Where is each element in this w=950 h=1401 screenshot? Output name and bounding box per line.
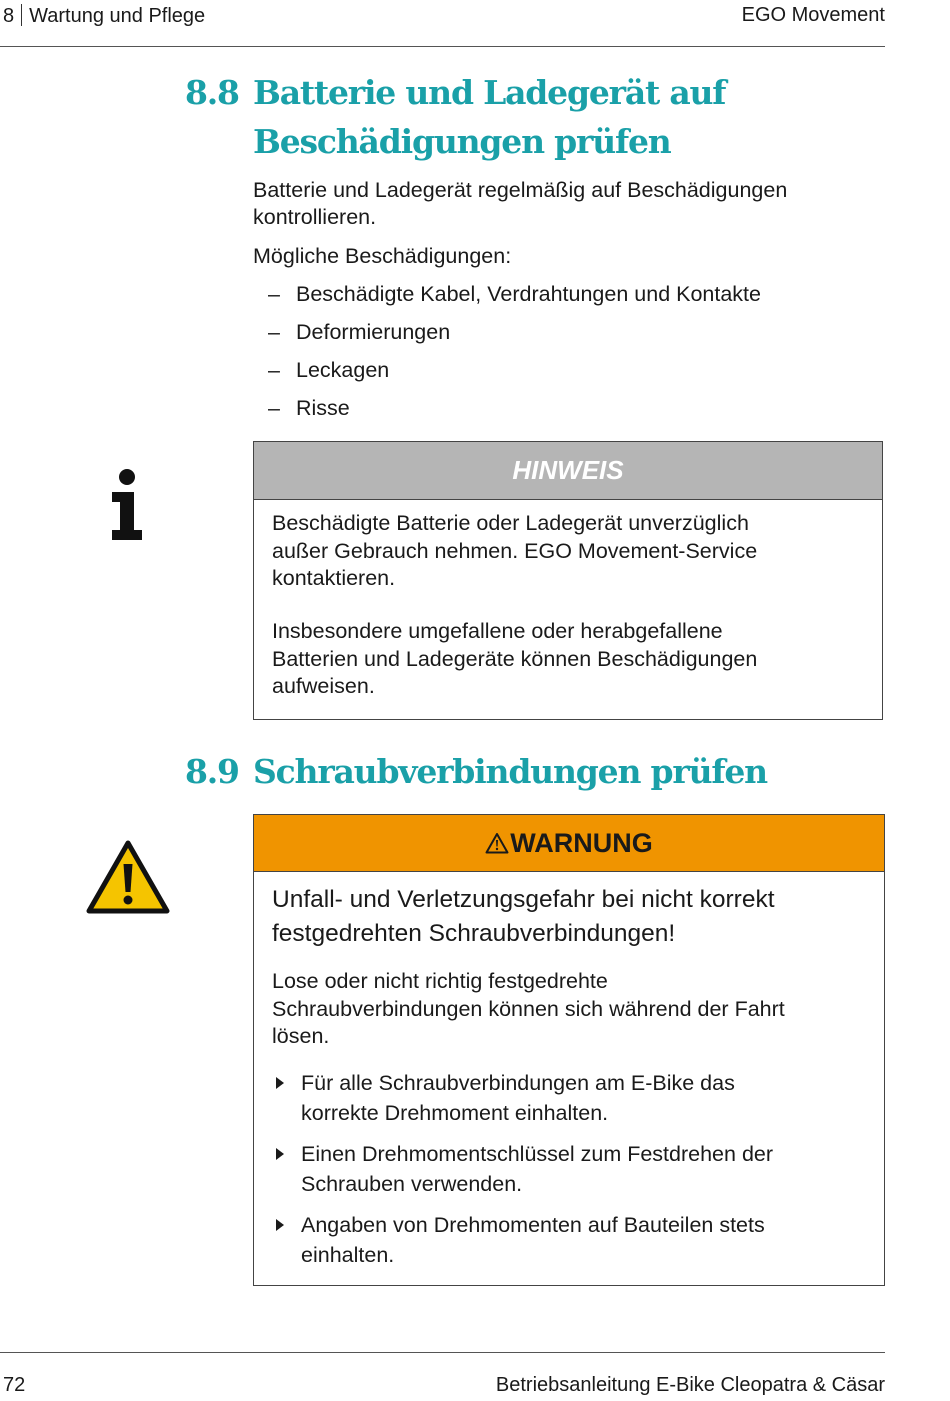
- warning-header: [254, 815, 884, 872]
- section-88-intro: [253, 177, 787, 231]
- notice-p2-line2: Batterien und Ladegeräte können Beschädigungen: [272, 646, 758, 671]
- notice-p2-line3: aufweisen.: [272, 674, 375, 698]
- document-title: Betriebsanleitung E-Bike Cleopatra & Cäsar: [495, 1374, 885, 1396]
- step-text: [301, 1139, 871, 1199]
- page-number: 72: [3, 1374, 26, 1396]
- list-item-text: Beschädigte Kabel, Verdrahtungen und Kontakte: [296, 282, 761, 306]
- step-arrow-icon: [276, 1077, 284, 1089]
- notice-label: HINWEIS: [254, 442, 882, 500]
- warning-title-line2: festgedrehten Schraubverbindungen!: [272, 920, 676, 947]
- notice-paragraph-2: [272, 618, 862, 701]
- header-separator: [21, 4, 22, 26]
- list-item: [268, 281, 761, 308]
- warning-triangle-icon: [86, 840, 170, 914]
- step-arrow-icon: [276, 1219, 284, 1231]
- warning-p-line1: Lose oder nicht richtig festgedrehte: [272, 969, 608, 993]
- notice-paragraph-1: [272, 510, 862, 593]
- header-chapter: [3, 4, 205, 28]
- step-line2: einhalten.: [301, 1243, 395, 1267]
- step-line1: Für alle Schraubverbindungen am E-Bike das: [301, 1071, 735, 1095]
- notice-p1-line3: kontaktieren.: [272, 566, 396, 590]
- section-88-title-line2: Beschädigungen prüfen: [253, 122, 671, 161]
- chapter-title: Wartung und Pflege: [29, 5, 206, 27]
- list-marker: –: [268, 282, 280, 306]
- list-item-text: Leckagen: [296, 358, 390, 382]
- warning-small-icon: [485, 832, 509, 854]
- warning-box: [253, 814, 885, 1286]
- warning-title-line1: Unfall- und Verletzungsgefahr bei nicht korrekt: [272, 886, 775, 913]
- warning-paragraph: [272, 968, 872, 1051]
- footer-divider: [0, 1352, 885, 1353]
- section-89-number: 8.9: [185, 752, 239, 791]
- list-item: [268, 319, 450, 346]
- list-item: [268, 357, 389, 384]
- notice-box: [253, 441, 883, 720]
- notice-p1-line2: außer Gebrauch nehmen. EGO Movement-Service: [272, 538, 758, 563]
- warning-label: WARNUNG: [510, 828, 653, 858]
- section-89-title: Schraubverbindungen prüfen: [253, 752, 767, 791]
- step-text: [301, 1068, 871, 1128]
- list-item: [268, 395, 350, 422]
- list-label: Mögliche Beschädigungen:: [253, 244, 512, 268]
- warning-p-line2: Schraubverbindungen können sich während der Fahrt: [272, 996, 785, 1021]
- list-item-text: Risse: [296, 396, 350, 420]
- intro-line1: Batterie und Ladegerät regelmäßig auf Beschädigungen: [253, 178, 788, 202]
- warning-p-line3: lösen.: [272, 1024, 330, 1048]
- step-arrow-icon: [276, 1148, 284, 1160]
- intro-line2: kontrollieren.: [253, 205, 377, 229]
- notice-p1-line1: Beschädigte Batterie oder Ladegerät unverzüglich: [272, 511, 749, 535]
- step-line1: Angaben von Drehmomenten auf Bauteilen stets: [301, 1213, 765, 1237]
- step-line2: Schrauben verwenden.: [301, 1172, 523, 1196]
- step-text: [301, 1210, 871, 1270]
- warning-title: [272, 883, 872, 951]
- chapter-number: 8: [3, 5, 15, 27]
- list-marker: –: [268, 320, 280, 344]
- section-88-number: 8.8: [185, 73, 239, 112]
- list-marker: –: [268, 358, 280, 382]
- info-icon: [108, 468, 146, 540]
- header-brand: EGO Movement: [741, 4, 885, 26]
- list-item-text: Deformierungen: [296, 320, 451, 344]
- step-line2: korrekte Drehmoment einhalten.: [301, 1101, 609, 1125]
- page-header: [0, 0, 885, 47]
- list-marker: –: [268, 396, 280, 420]
- section-88-title-line1: Batterie und Ladegerät auf: [253, 73, 726, 112]
- notice-p2-line1: Insbesondere umgefallene oder herabgefallene: [272, 619, 723, 643]
- step-line1: Einen Drehmomentschlüssel zum Festdrehen der: [301, 1142, 774, 1166]
